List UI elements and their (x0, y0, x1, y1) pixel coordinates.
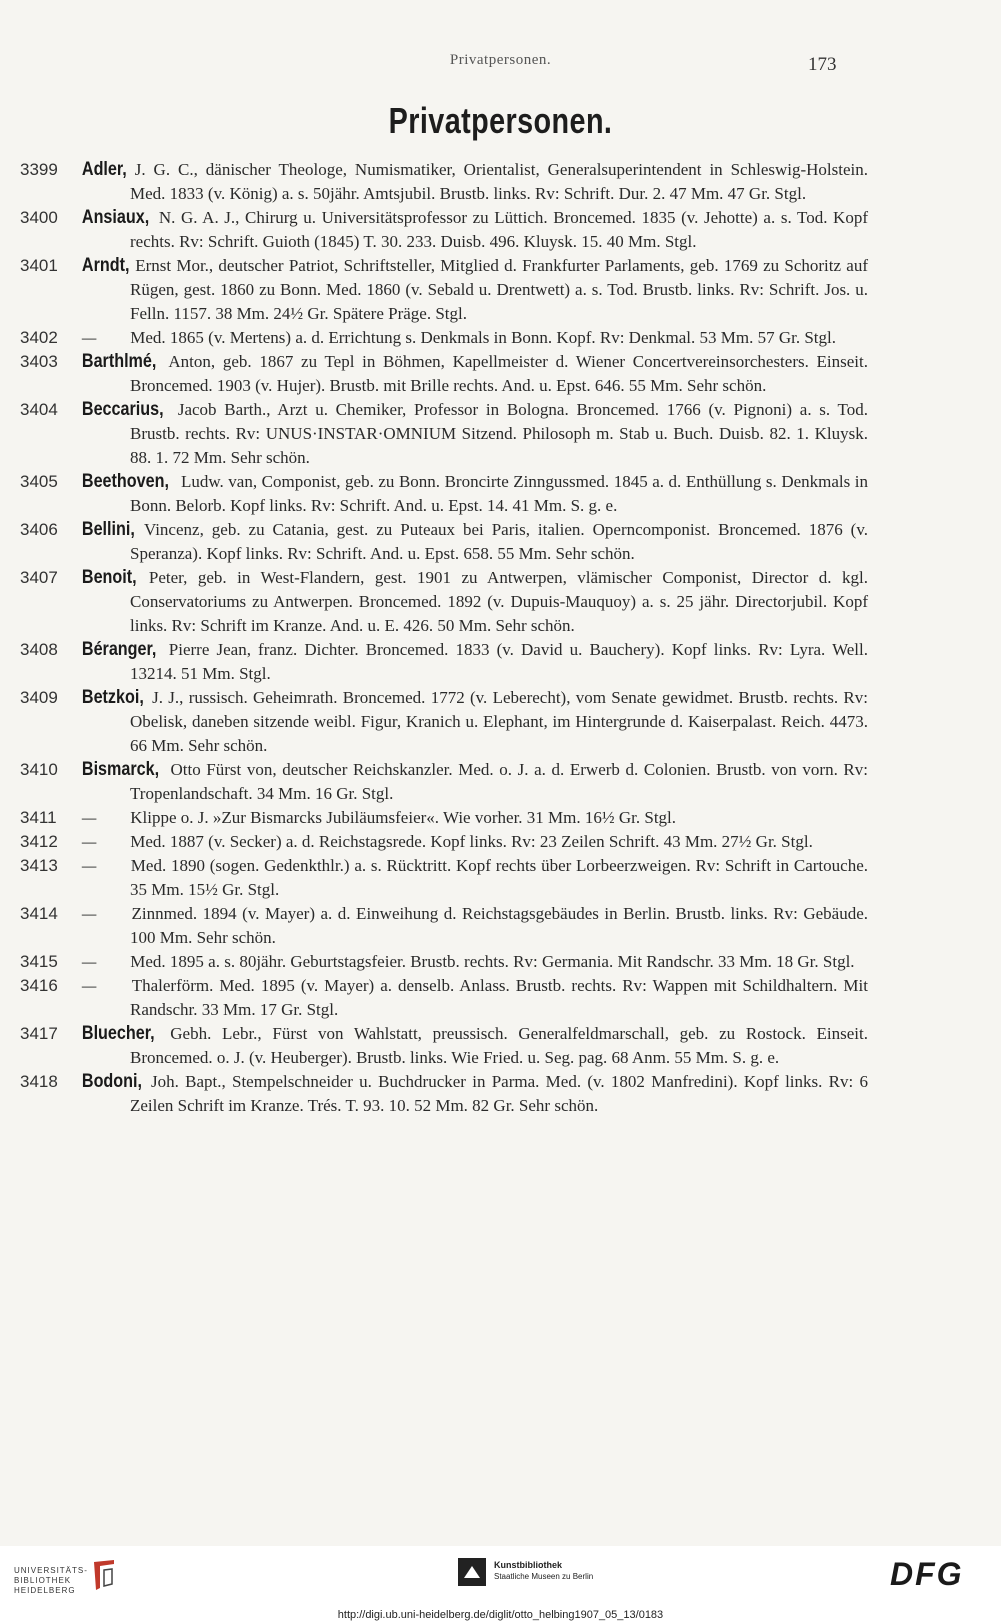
dfg-logo: DFG (890, 1556, 964, 1592)
entry-number: 3401 (20, 256, 58, 275)
entry-number: 3405 (20, 472, 58, 491)
entry-text-block (81, 758, 868, 806)
entry-description: Klippe o. J. »Zur Bismarcks Jubiläumsfeier«. Wie vorher. 31 Mm. 16½ Gr. Stgl. (130, 808, 677, 827)
entry-name: Béranger, (81, 639, 157, 660)
catalogue-entry (20, 686, 868, 758)
catalogue-entry (20, 806, 868, 830)
entry-description: Pierre Jean, franz. Dichter. Broncemed. 1833 (v. David u. Bauchery). Kopf links. Rv: Lyra. Well. 13214. 51 Mm. Stgl. (130, 640, 869, 683)
entry-text-block (81, 950, 868, 974)
entry-description: J. J., russisch. Geheimrath. Broncemed. 1772 (v. Leberecht), vom Senate gewidmet. Brustb. rechts. Rv: Obelisk, daneben sitzende weibl. Figur, Kranich u. Elephant, im Hintergrunde d. Kaiserpalast. Reich. 4473. 66 Mm. Sehr schön. (130, 688, 868, 755)
entry-description: Ernst Mor., deutscher Patriot, Schriftsteller, Mitglied d. Frankfurter Parlaments, geb. 1769 zu Schoritz auf Rügen, gest. 1860 zu Bonn. Med. 1860 (v. Sebald u. Drentwett) a. s. Tod. Brustb. links. Rv: Schrift. Jos. u. Felln. 1157. 38 Mm. 24½ Gr. Spätere Präge. Stgl. (130, 256, 869, 323)
page-number: 173 (808, 54, 837, 75)
entry-name: Bellini, (81, 519, 135, 540)
kunstbibliothek-text (494, 1560, 593, 1582)
entry-name: Arndt, (81, 255, 130, 276)
ditto-dash: — (81, 976, 97, 995)
university-library-logo-text (14, 1566, 88, 1596)
entry-text-block (81, 518, 868, 566)
entry-number: 3404 (20, 400, 58, 419)
catalogue-entry (20, 638, 868, 686)
entry-number: 3406 (20, 520, 58, 539)
catalogue-entry (20, 902, 868, 950)
entry-text-block (81, 566, 868, 638)
ditto-dash: — (81, 328, 97, 347)
entry-description: Med. 1865 (v. Mertens) a. d. Errichtung s. Denkmals in Bonn. Kopf. Rv: Denkmal. 53 Mm. 57 Gr. Stgl. (130, 328, 836, 347)
entry-text-block (81, 1070, 868, 1118)
entry-text-block (81, 902, 869, 950)
ditto-dash: — (81, 832, 97, 851)
entry-description: Med. 1887 (v. Secker) a. d. Reichstagsrede. Kopf links. Rv: 23 Zeilen Schrift. 43 Mm. 27½ Gr. Stgl. (130, 832, 813, 851)
catalogue-entry (20, 950, 868, 974)
page-title: Privatpersonen. (388, 100, 613, 141)
uni-line-3: HEIDELBERG (14, 1586, 76, 1595)
entry-text-block (81, 470, 869, 518)
running-head: Privatpersonen. (449, 52, 552, 68)
ditto-dash: — (81, 904, 97, 923)
entry-description: Thalerförm. Med. 1895 (v. Mayer) a. denselb. Anlass. Brustb. rechts. Rv: Wappen mit Schildhaltern. Mit Randschr. 33 Mm. 17 Gr. Stgl. (130, 976, 868, 1019)
entry-description: J. G. C., dänischer Theologe, Numismatiker, Orientalist, Generalsuperintendent in Schleswig-Holstein. Med. 1833 (v. König) a. s. 50jähr. Amtsjubil. Brustb. links. Rv: Schrift. Dur. 2. 47 Mm. 47 Gr. Stgl. (130, 160, 868, 203)
entry-text-block (81, 806, 868, 830)
ditto-dash: — (81, 952, 97, 971)
university-library-logo-icon (90, 1558, 120, 1592)
ditto-dash: — (81, 856, 97, 875)
entry-number: 3407 (20, 568, 58, 587)
catalogue-entry (20, 350, 868, 398)
entry-description: Zinnmed. 1894 (v. Mayer) a. d. Einweihung d. Reichstagsgebäudes in Berlin. Brustb. links. Rv: Gebäude. 100 Mm. Sehr schön. (130, 904, 869, 947)
entry-text-block (81, 398, 868, 470)
entry-description: Med. 1890 (sogen. Gedenkthlr.) a. s. Rücktritt. Kopf rechts über Lorbeerzweigen. Rv: Schrift in Cartouche. 35 Mm. 15½ Gr. Stgl. (130, 856, 868, 899)
kunstbibliothek-logo-icon (458, 1558, 486, 1586)
catalogue-entry (20, 326, 868, 350)
entry-text-block (81, 1022, 868, 1070)
uni-line-1: UNIVERSITÄTS- (14, 1566, 88, 1575)
entry-name: Beccarius, (81, 399, 164, 420)
entry-text-block (81, 206, 868, 254)
catalogue-entry (20, 254, 868, 326)
catalogue-entry (20, 470, 868, 518)
entry-text-block (81, 686, 868, 758)
entry-number: 3409 (20, 688, 58, 707)
entry-number: 3414 (20, 904, 58, 923)
entry-number: 3416 (20, 976, 58, 995)
entry-description: Joh. Bapt., Stempelschneider u. Buchdrucker in Parma. Med. (v. 1802 Manfredini). Kopf links. Rv: 6 Zeilen Schrift im Kranze. Trés. T. 93. 10. 52 Mm. 82 Gr. Sehr schön. (130, 1072, 868, 1115)
entry-name: Ansiaux, (81, 207, 150, 228)
entry-name: Adler, (81, 159, 127, 180)
catalogue-entry (20, 854, 868, 902)
entry-name: Barthlmé, (81, 351, 157, 372)
catalogue-entry (20, 830, 868, 854)
catalogue-entry (20, 566, 868, 638)
catalogue-entries (20, 158, 868, 1118)
ditto-dash: — (81, 808, 97, 827)
entry-text-block (81, 974, 868, 1022)
entry-number: 3410 (20, 760, 58, 779)
entry-text-block (81, 158, 868, 206)
entry-number: 3417 (20, 1024, 58, 1043)
entry-text-block (81, 830, 868, 854)
catalogue-entry (20, 398, 868, 470)
entry-number: 3411 (20, 808, 57, 827)
entry-description: Vincenz, geb. zu Catania, gest. zu Puteaux bei Paris, italien. Operncomponist. Broncemed. 1876 (v. Speranza). Kopf links. Rv: Schrift. And. u. Epst. 658. 55 Mm. Sehr schön. (130, 520, 868, 563)
uni-line-2: BIBLIOTHEK (14, 1576, 72, 1585)
entry-description: Med. 1895 a. s. 80jähr. Geburtstagsfeier. Brustb. rechts. Rv: Germania. Mit Randschr. 33 Mm. 18 Gr. Stgl. (130, 952, 855, 971)
entry-description: Gebh. Lebr., Fürst von Wahlstatt, preussisch. Generalfeldmarschall, geb. zu Rostock. Einseit. Broncemed. o. J. (v. Heuberger). Brustb. links. Wie Fried. u. Seg. pag. 68 Anm. 55 Mm. S. g. e. (130, 1024, 868, 1067)
entry-number: 3413 (20, 856, 58, 875)
entry-number: 3400 (20, 208, 58, 227)
entry-text-block (81, 254, 869, 326)
entry-number: 3399 (20, 160, 58, 179)
entry-description: Ludw. van, Componist, geb. zu Bonn. Broncirte Zinngussmed. 1845 a. d. Enthüllung s. Denkmals in Bonn. Belorb. Kopf links. Rv: Schrift. And. u. Epst. 14. 41 Mm. S. g. e. (130, 472, 869, 515)
entry-name: Bluecher, (81, 1023, 155, 1044)
entry-number: 3403 (20, 352, 58, 371)
entry-number: 3418 (20, 1072, 58, 1091)
entry-description: Peter, geb. in West-Flandern, gest. 1901 zu Antwerpen, vlämischer Componist, Director d. kgl. Conservatoriums zu Antwerpen. Broncemed. 1892 (v. Dupuis-Mauquoy) a. s. 25 jähr. Directorjubil. Kopf links. Rv: Schrift im Kranze. And. u. E. 426. 50 Mm. Sehr schön. (130, 568, 868, 635)
entry-description: Jacob Barth., Arzt u. Chemiker, Professor in Bologna. Broncemed. 1766 (v. Pignoni) a. s. Tod. Brustb. rechts. Rv: UNUS·INSTAR·OMNIUM Sitzend. Philosoph m. Stab u. Buch. Duisb. 82. 1. Kluysk. 88. 1. 72 Mm. Sehr schön. (130, 400, 868, 467)
catalogue-entry (20, 206, 868, 254)
entry-text-block (81, 854, 868, 902)
entry-number: 3412 (20, 832, 58, 851)
page-url[interactable]: http://digi.ub.uni-heidelberg.de/diglit/otto_helbing1907_05_13/0183 (337, 1609, 664, 1621)
entry-text-block (81, 326, 868, 350)
entry-name: Benoit, (81, 567, 137, 588)
catalogue-entry (20, 158, 868, 206)
kb-line-2: Staatliche Museen zu Berlin (494, 1572, 594, 1581)
entry-name: Betzkoi, (81, 687, 144, 708)
catalogue-entry (20, 1022, 868, 1070)
entry-number: 3408 (20, 640, 58, 659)
catalogue-entry (20, 518, 868, 566)
catalogue-entry (20, 1070, 868, 1118)
entry-number: 3402 (20, 328, 58, 347)
entry-name: Bismarck, (81, 759, 160, 780)
entry-number: 3415 (20, 952, 58, 971)
entry-name: Beethoven, (81, 471, 169, 492)
entry-text-block (81, 350, 869, 398)
catalogue-entry (20, 758, 868, 806)
entry-description: Anton, geb. 1867 zu Tepl in Böhmen, Kapellmeister d. Wiener Concertvereinsorchesters. Einseit. Broncemed. 1903 (v. Hujer). Brustb. mit Brille rechts. And. u. Epst. 646. 55 Mm. Sehr schön. (130, 352, 869, 395)
catalogue-entry (20, 974, 868, 1022)
entry-description: N. G. A. J., Chirurg u. Universitätsprofessor zu Lüttich. Broncemed. 1835 (v. Jehotte) a. s. Tod. Kopf rechts. Rv: Schrift. Guioth (1845) T. 30. 233. Duisb. 496. Kluysk. 15. 40 Mm. Stgl. (130, 208, 868, 251)
footer (0, 1546, 1001, 1624)
entry-text-block (81, 638, 869, 686)
entry-name: Bodoni, (81, 1071, 142, 1092)
entry-description: Otto Fürst von, deutscher Reichskanzler. Med. o. J. a. d. Erwerb d. Colonien. Brustb. von vorn. Rv: Tropenlandschaft. 34 Mm. 16 Gr. Stgl. (130, 760, 868, 803)
kb-line-1: Kunstbibliothek (494, 1560, 562, 1570)
